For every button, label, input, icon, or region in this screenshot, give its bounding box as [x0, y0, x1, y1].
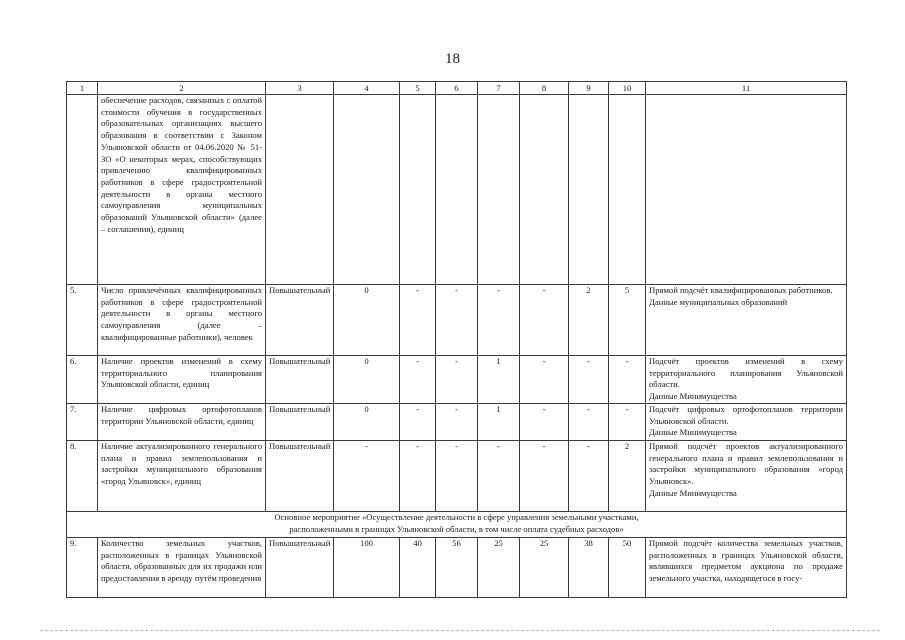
value-cell: -	[520, 404, 569, 441]
value-cell: -	[478, 441, 520, 512]
row-number: 9.	[67, 538, 98, 598]
section-heading-line: Основное мероприятие «Осуществление деятельности в сфере управления земельными участками,	[274, 512, 639, 522]
indicator-type: Повышательный	[266, 356, 334, 404]
calculation-method	[646, 356, 847, 404]
value-cell: -	[400, 356, 436, 404]
value-cell: 56	[436, 538, 478, 598]
table-row	[67, 404, 847, 441]
value-cell: 25	[520, 538, 569, 598]
table-row-continuation	[67, 95, 847, 285]
calculation-method	[646, 441, 847, 512]
scan-edge-divider	[40, 630, 880, 631]
method-text: Подсчёт цифровых ортофотопланов территории Ульяновской области.	[649, 404, 843, 426]
calculation-method	[646, 404, 847, 441]
method-text: Прямой подсчёт количества земельных участков, расположенных в границах Ульяновской области, являвшихся предметом аукциона по продаже земельного участка, находящегося в госу-	[649, 538, 843, 584]
value-cell: -	[334, 441, 400, 512]
value-cell: -	[436, 404, 478, 441]
value-cell: 25	[478, 538, 520, 598]
value-cell: -	[569, 404, 609, 441]
value-cell: -	[520, 285, 569, 356]
column-header: 6	[436, 82, 478, 95]
page-number: 18	[445, 51, 460, 67]
value-cell: -	[400, 441, 436, 512]
method-text: Подсчёт проектов изменений в схему территориального планирования Ульяновской области.	[649, 356, 843, 390]
data-source: Данные Минимущества	[649, 427, 737, 438]
data-source: Данные Минимущества	[649, 391, 737, 402]
value-cell: -	[609, 356, 646, 404]
value-cell: -	[400, 285, 436, 356]
row-number: 7.	[67, 404, 98, 441]
column-header: 2	[98, 82, 266, 95]
value-cell: -	[609, 404, 646, 441]
indicator-type: Повышательный	[266, 285, 334, 356]
row-number: 8.	[67, 441, 98, 512]
section-heading-line: расположенными в границах Ульяновской области, в том числе оплата судебных расходов»	[289, 523, 624, 534]
value-cell: -	[400, 404, 436, 441]
indicator-name: Число привлечённых квалифицированных работников в сфере градостроительной деятельности в органы местного самоуправления (далее – квалифицированные работники), человек	[98, 285, 266, 356]
value-cell: 0	[334, 356, 400, 404]
value-cell: 2	[569, 285, 609, 356]
calculation-method	[646, 285, 847, 356]
value-cell: 5	[609, 285, 646, 356]
value-cell: 0	[334, 404, 400, 441]
indicator-type: Повышательный	[266, 441, 334, 512]
column-header: 10	[609, 82, 646, 95]
value-cell: -	[436, 356, 478, 404]
value-cell: -	[436, 441, 478, 512]
indicator-name: обеспечение расходов, связанных с оплатой стоимости обучения в государственных образовательных организациях высшего образования в соответствии с Законом Ульяновской области от 04.06.2020 № 51-ЗО «О некоторых мерах, способствующих привлечению квалифицированных работников в сфере градостроительной деятельности в органы местного самоуправления муниципальных образований Ульяновской области» (далее – соглашения), единиц	[98, 95, 266, 285]
column-header: 11	[646, 82, 847, 95]
indicators-table	[66, 81, 847, 598]
column-header: 1	[67, 82, 98, 95]
value-cell: 0	[334, 285, 400, 356]
indicator-name: Количество земельных участков, расположенных в границах Ульяновской области, образованных для их продажи или предоставления в аренду путём проведения	[98, 538, 266, 598]
column-header: 5	[400, 82, 436, 95]
row-number: 6.	[67, 356, 98, 404]
calculation-method	[646, 538, 847, 598]
data-source: Данные муниципальных образований	[649, 296, 788, 307]
table-row	[67, 285, 847, 356]
value-cell: -	[520, 441, 569, 512]
row-number: 5.	[67, 285, 98, 356]
column-header: 3	[266, 82, 334, 95]
value-cell: 40	[400, 538, 436, 598]
value-cell: 38	[569, 538, 609, 598]
value-cell: -	[478, 285, 520, 356]
section-heading-row	[67, 512, 847, 538]
table-header-row	[67, 82, 847, 95]
value-cell: -	[569, 441, 609, 512]
indicator-name: Наличие проектов изменений в схему территориального планирования Ульяновской области, единиц	[98, 356, 266, 404]
method-text: Прямой подсчёт квалифицированных работников.	[649, 285, 833, 295]
value-cell: 100	[334, 538, 400, 598]
value-cell: 2	[609, 441, 646, 512]
method-text: Прямой подсчёт проектов актуализированного генерального плана и правил землепользования и застройки муниципального образования «город Ульяновск».	[649, 441, 843, 487]
column-header: 4	[334, 82, 400, 95]
column-header: 9	[569, 82, 609, 95]
column-header: 8	[520, 82, 569, 95]
value-cell: -	[436, 285, 478, 356]
indicator-name: Наличие цифровых ортофотопланов территории Ульяновской области, единиц	[98, 404, 266, 441]
value-cell: 1	[478, 404, 520, 441]
indicator-name: Наличие актуализированного генерального плана и правил землепользования и застройки муниципального образования «город Ульяновск», единиц	[98, 441, 266, 512]
table-row	[67, 356, 847, 404]
data-source: Данные Минимущества	[649, 487, 737, 498]
table-row	[67, 538, 847, 598]
indicator-type: Повышательный	[266, 404, 334, 441]
section-heading	[67, 512, 847, 538]
table-row	[67, 441, 847, 512]
value-cell: 1	[478, 356, 520, 404]
value-cell: 50	[609, 538, 646, 598]
value-cell: -	[569, 356, 609, 404]
indicator-type: Повышательный	[266, 538, 334, 598]
value-cell: -	[520, 356, 569, 404]
column-header: 7	[478, 82, 520, 95]
